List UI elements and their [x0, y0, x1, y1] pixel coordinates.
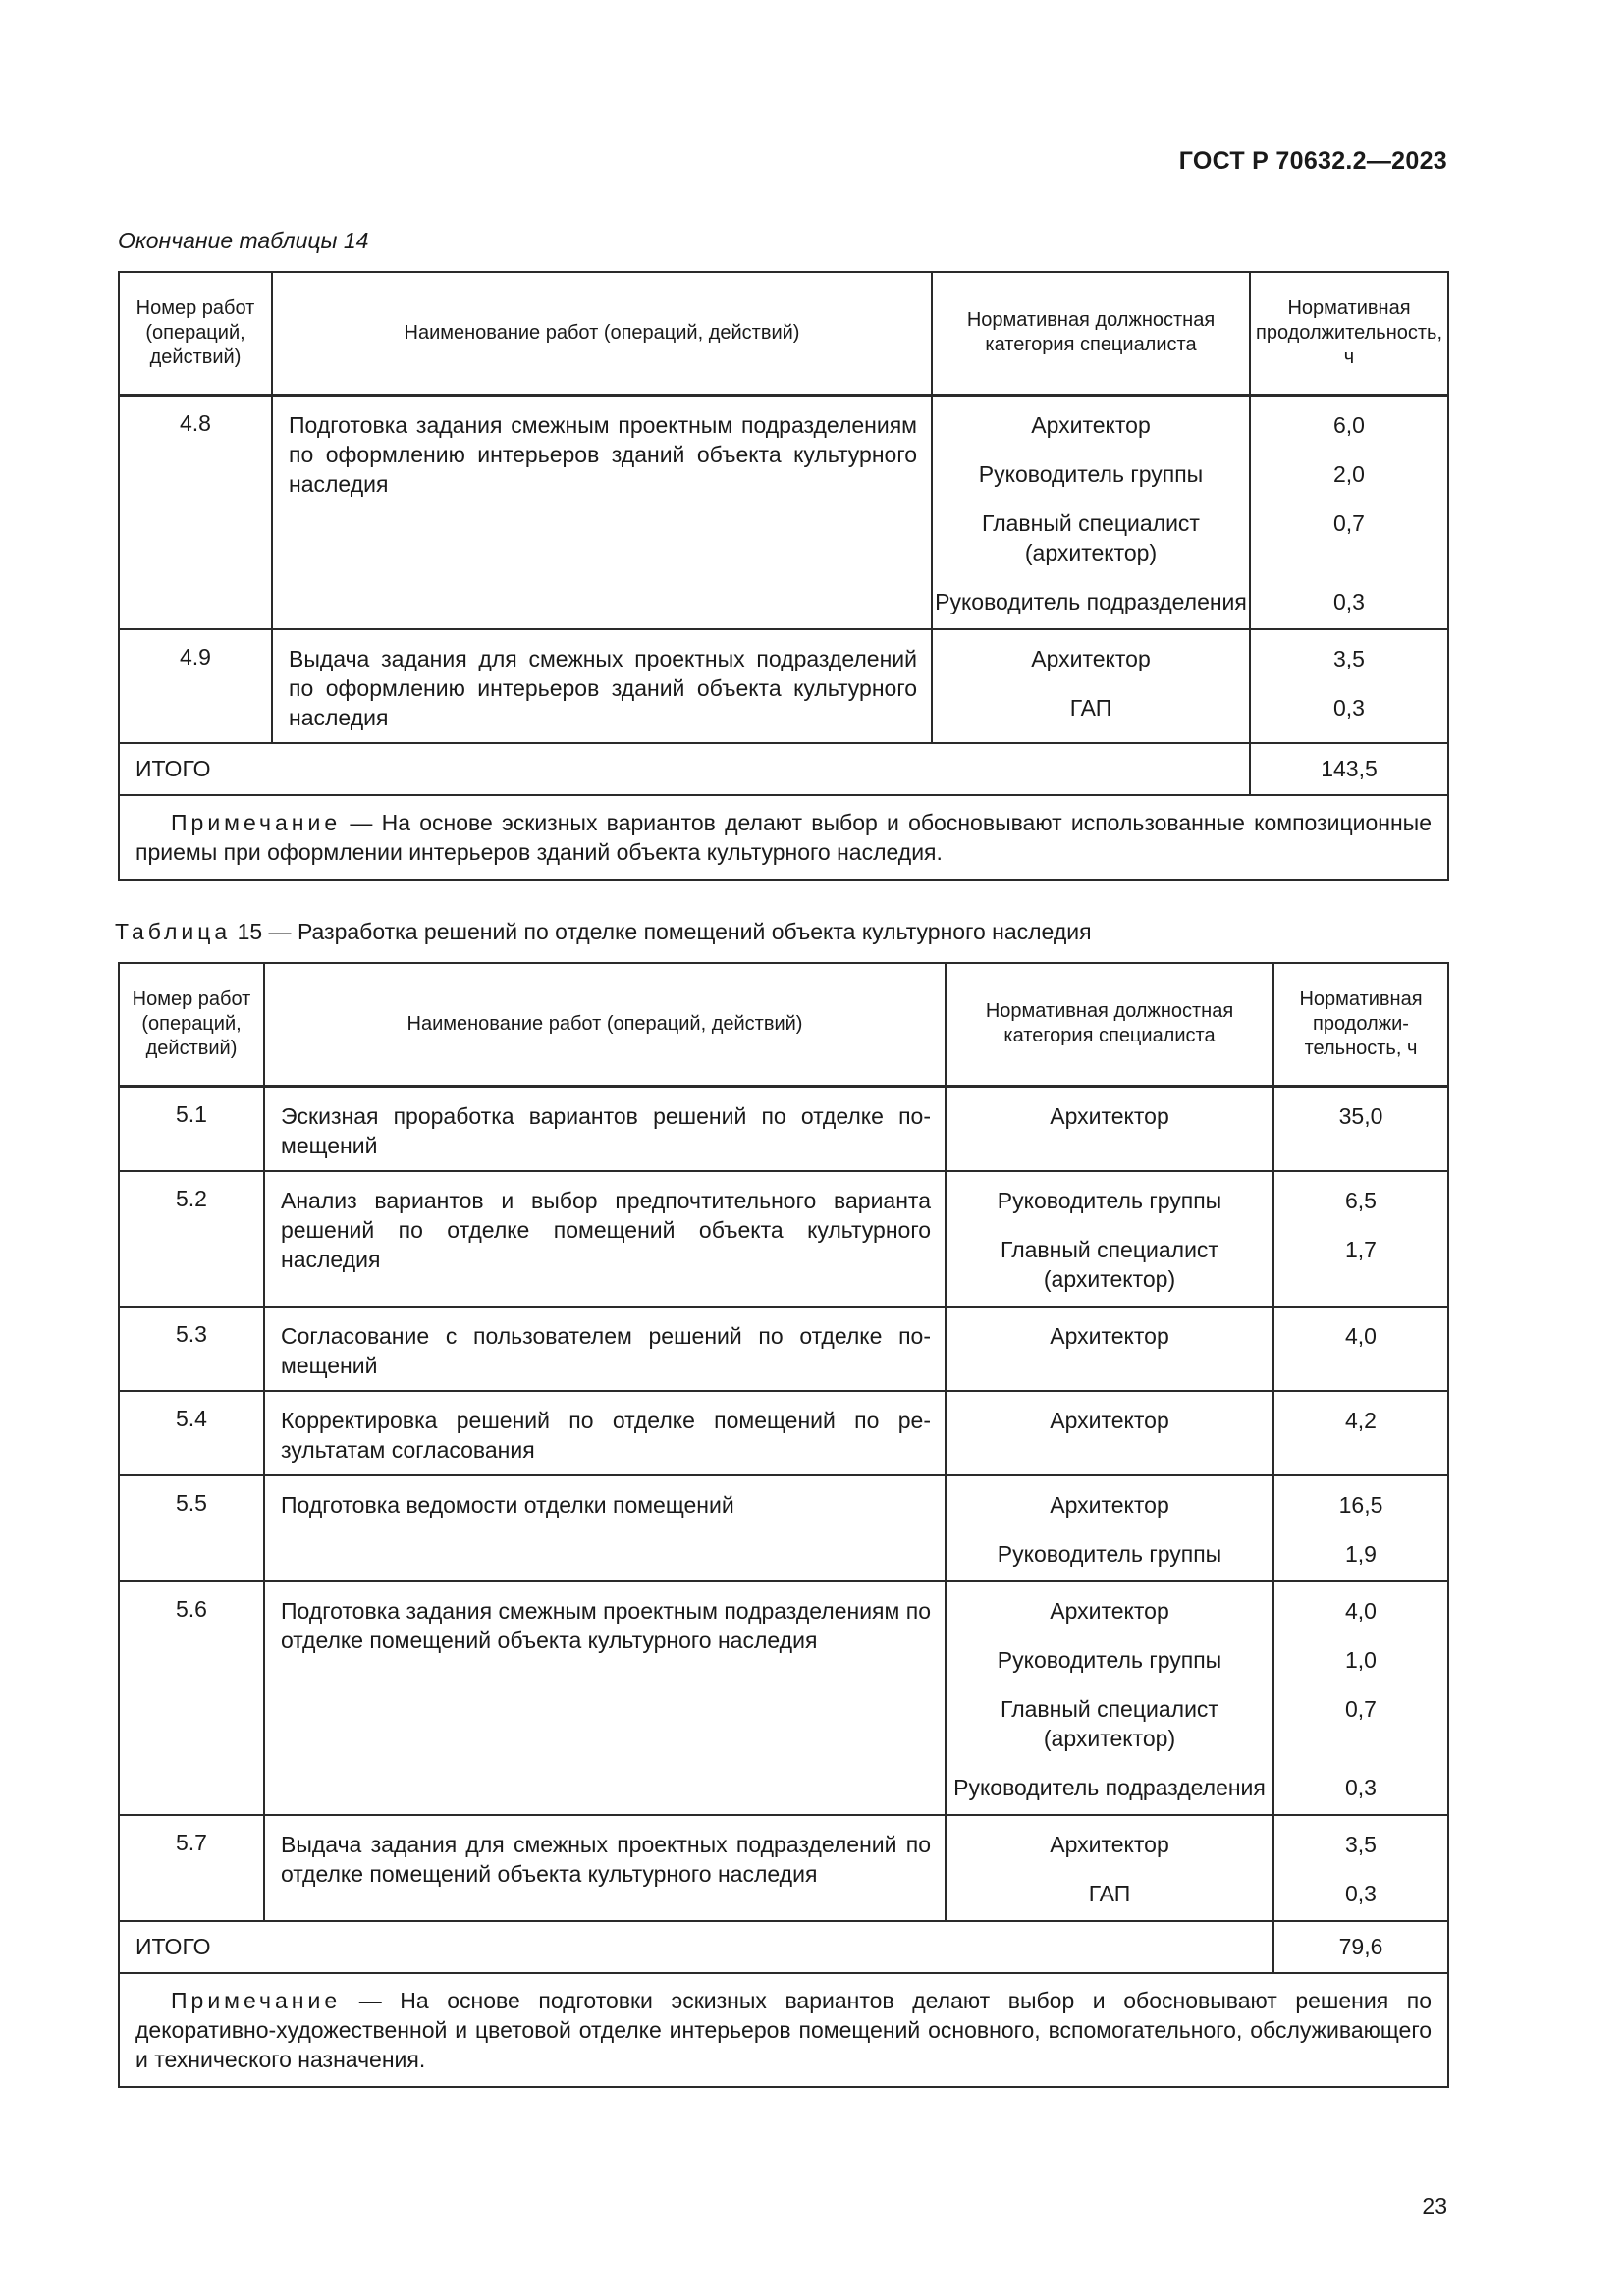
category-cell [946, 1475, 1273, 1581]
header-name: Наименование работ (операций, действий) [264, 963, 946, 1086]
duration-value: 0,3 [1345, 1880, 1377, 1906]
table-row [119, 395, 1448, 629]
duration-value: 3,5 [1345, 1831, 1377, 1857]
header-category: Нормативная должностная категория специалиста [946, 963, 1273, 1086]
specialist-category: Главный специалист (архитектор) [1001, 1695, 1218, 1751]
duration-cell [1273, 1171, 1448, 1307]
work-name: Корректировка решений по отделке помещений по результатам согласования [264, 1391, 946, 1475]
table-row [119, 629, 1448, 743]
duration-cell [1273, 1581, 1448, 1815]
duration-value: 4,0 [1345, 1597, 1377, 1624]
table-row [119, 1307, 1448, 1391]
row-number: 5.4 [119, 1391, 264, 1475]
specialist-category: Архитектор [1050, 1491, 1169, 1518]
row-number: 4.8 [119, 395, 272, 629]
row-number: 5.7 [119, 1815, 264, 1921]
table-row [119, 1815, 1448, 1921]
table-row [119, 1581, 1448, 1815]
table-14 [118, 271, 1449, 881]
header-name: Наименование работ (операций, действий) [272, 272, 932, 395]
note-heading: Примечание [171, 809, 342, 835]
row-number: 5.1 [119, 1086, 264, 1171]
total-label: ИТОГО [119, 1921, 1273, 1973]
specialist-category: Руководитель группы [997, 1540, 1222, 1567]
table-row [119, 1475, 1448, 1581]
table15-caption-text: 15 — Разработка решений по отделке помещений объекта культурного наследия [231, 919, 1092, 944]
specialist-category: Руководитель группы [997, 1187, 1222, 1213]
category-cell [946, 1307, 1273, 1391]
row-number: 4.9 [119, 629, 272, 743]
work-name: Подготовка ведомости отделки помещений [264, 1475, 946, 1581]
duration-cell [1250, 629, 1448, 743]
category-cell [932, 395, 1250, 629]
duration-value: 1,9 [1345, 1540, 1377, 1567]
total-value: 143,5 [1250, 743, 1448, 795]
work-name: Согласование с пользователем решений по отделке помещений [264, 1307, 946, 1391]
row-number: 5.2 [119, 1171, 264, 1307]
work-name: Подготовка задания смежным проектным подразделениям по отделке помещений объекта культурного наследия [264, 1581, 946, 1815]
table14-body [119, 395, 1448, 743]
specialist-category: Архитектор [1031, 411, 1151, 438]
table-note [119, 1973, 1448, 2087]
duration-value: 6,0 [1333, 411, 1365, 438]
total-value: 79,6 [1273, 1921, 1448, 1973]
duration-value: 0,3 [1333, 694, 1365, 721]
table-row [119, 1391, 1448, 1475]
table-header-row [119, 272, 1448, 395]
total-label: ИТОГО [119, 743, 1250, 795]
header-num: Номер работ (операций, действий) [119, 963, 264, 1086]
category-cell [946, 1581, 1273, 1815]
specialist-category: Руководитель группы [997, 1646, 1222, 1673]
duration-value: 0,3 [1333, 588, 1365, 614]
duration-value: 35,0 [1338, 1102, 1383, 1129]
table-header-row [119, 963, 1448, 1086]
table-15 [118, 962, 1449, 2088]
specialist-category: ГАП [1088, 1880, 1131, 1906]
specialist-category: Руководитель подразделения [935, 588, 1247, 614]
header-num: Номер работ (операций, действий) [119, 272, 272, 395]
duration-value: 0,7 [1333, 509, 1365, 536]
table-note [119, 795, 1448, 880]
total-row [119, 1921, 1448, 1973]
duration-value: 16,5 [1338, 1491, 1383, 1518]
work-name: Эскизная проработка вариантов решений по отделке помещений [264, 1086, 946, 1171]
duration-value: 4,2 [1345, 1407, 1377, 1433]
table15-caption [115, 919, 1092, 945]
note-row [119, 1973, 1448, 2087]
note-text: — На основе подготовки эскизных вариантов делают выбор и обосновывают решения по декоративно-художественной и цветовой отделке интерьеров помещений основного, вспомогательного, обслуживающего и технического назначения. [135, 1987, 1432, 2072]
note-heading: Примечание [171, 1987, 342, 2013]
duration-cell [1273, 1307, 1448, 1391]
specialist-category: Архитектор [1050, 1597, 1169, 1624]
specialist-category: Архитектор [1031, 645, 1151, 671]
duration-cell [1273, 1475, 1448, 1581]
work-name: Выдача задания для смежных проектных подразделений по отделке помещений объекта культурного наследия [264, 1815, 946, 1921]
duration-value: 0,3 [1345, 1774, 1377, 1800]
work-name: Выдача задания для смежных проектных подразделений по оформлению интерьеров зданий объекта культурного наследия [272, 629, 932, 743]
table-row [119, 1171, 1448, 1307]
table15-caption-label: Таблица [115, 919, 232, 944]
row-number: 5.3 [119, 1307, 264, 1391]
specialist-category: Архитектор [1050, 1102, 1169, 1129]
work-name: Анализ вариантов и выбор предпочтительного варианта решений по отделке помещений объекта культурного наследия [264, 1171, 946, 1307]
header-category: Нормативная должностная категория специалиста [932, 272, 1250, 395]
specialist-category: Руководитель группы [978, 460, 1204, 487]
duration-value: 3,5 [1333, 645, 1365, 671]
total-row [119, 743, 1448, 795]
duration-value: 2,0 [1333, 460, 1365, 487]
specialist-category: Архитектор [1050, 1322, 1169, 1349]
document-code: ГОСТ Р 70632.2—2023 [1178, 147, 1447, 175]
duration-value: 4,0 [1345, 1322, 1377, 1349]
page-number: 23 [1422, 2193, 1447, 2218]
specialist-category: Архитектор [1050, 1407, 1169, 1433]
work-name: Подготовка задания смежным проектным подразделениям по оформлению интерьеров зданий объекта культурного наследия [272, 395, 932, 629]
duration-value: 1,0 [1345, 1646, 1377, 1673]
header-duration: Нормативная продолжительность, ч [1250, 272, 1448, 395]
duration-cell [1250, 395, 1448, 629]
header-duration: Нормативная продолжительность, ч [1273, 963, 1448, 1086]
specialist-category: Главный специалист (архитектор) [1001, 1236, 1218, 1292]
duration-cell [1273, 1086, 1448, 1171]
table15-body [119, 1086, 1448, 1921]
specialist-category: Руководитель подразделения [953, 1774, 1266, 1800]
duration-value: 6,5 [1345, 1187, 1377, 1213]
category-cell [946, 1171, 1273, 1307]
note-row [119, 795, 1448, 880]
category-cell [946, 1086, 1273, 1171]
category-cell [932, 629, 1250, 743]
category-cell [946, 1391, 1273, 1475]
category-cell [946, 1815, 1273, 1921]
table14-caption: Окончание таблицы 14 [118, 228, 369, 253]
duration-cell [1273, 1815, 1448, 1921]
table-row [119, 1086, 1448, 1171]
specialist-category: ГАП [1069, 694, 1112, 721]
duration-cell [1273, 1391, 1448, 1475]
specialist-category: Главный специалист (архитектор) [982, 509, 1200, 565]
duration-value: 1,7 [1345, 1236, 1377, 1262]
row-number: 5.6 [119, 1581, 264, 1815]
note-text: — На основе эскизных вариантов делают выбор и обосновывают использованные композиционные приемы при оформлении интерьеров зданий объекта культурного наследия. [135, 809, 1432, 865]
row-number: 5.5 [119, 1475, 264, 1581]
duration-value: 0,7 [1345, 1695, 1377, 1722]
specialist-category: Архитектор [1050, 1831, 1169, 1857]
